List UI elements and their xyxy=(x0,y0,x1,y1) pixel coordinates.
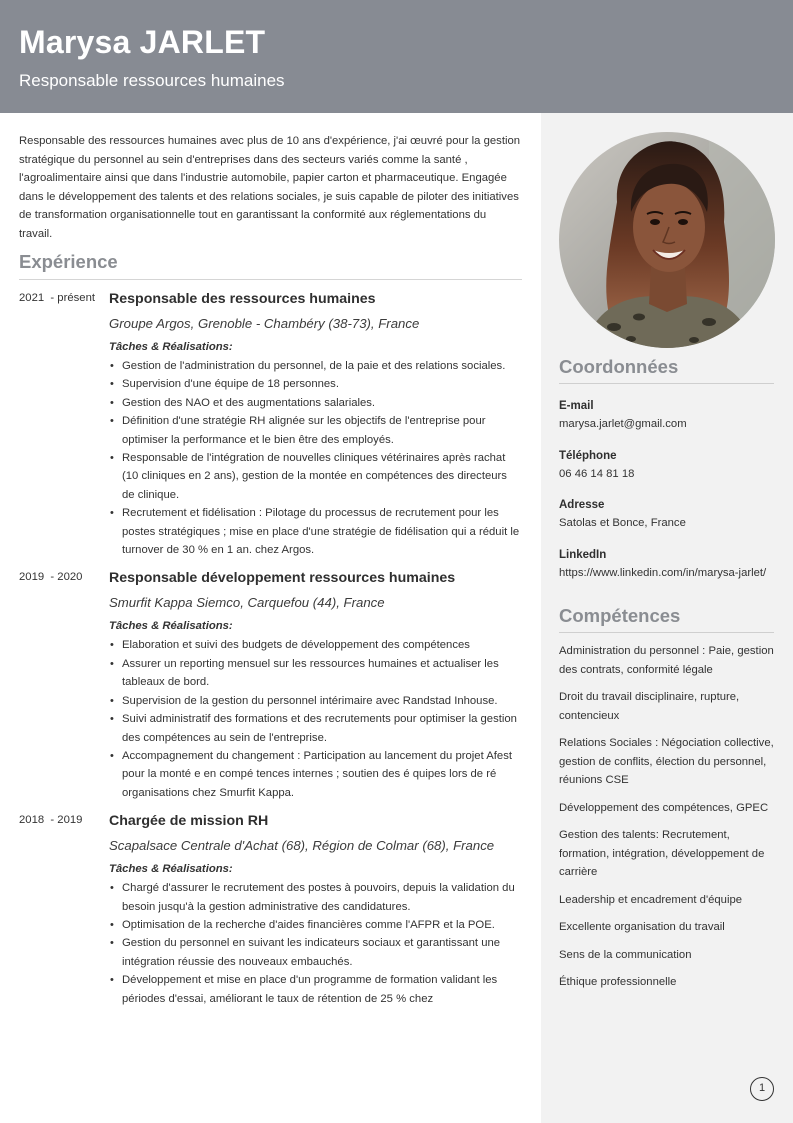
job-dates: 2021 - présent xyxy=(19,292,95,304)
job-task: • Développement et mise en place d'un programme de formation validant les périodes d'essai, améliorant le taux de rétention de 25 % chez xyxy=(109,971,522,1008)
profile-summary: Responsable des ressources humaines avec plus de 10 ans d'expérience, j'ai œuvré pour la gestion stratégique du personnel au sein d'entreprises dans des secteurs variés comme la santé , l'agroalimentaire ainsi que dans l'industrie automobile, papier carton et pharmaceutique. Engagée dans le développement des talents et des relations sociales, je suis capable de piloter des initiatives de transformation organisationnelle tout en garantissant la conformité aux réglementations du travail. xyxy=(19,135,521,240)
contact-linkedin xyxy=(559,547,774,583)
main-column xyxy=(19,132,522,1008)
contact-email xyxy=(559,398,774,434)
profile-photo-illustration xyxy=(559,132,775,348)
job-task-list xyxy=(109,879,522,1008)
skills-heading: Compétences xyxy=(559,605,774,633)
job-task: • Responsable de l'intégration de nouvelles cliniques vétérinaires après rachat (10 cliniques en 2 ans), gestion de la montée en compétences des directeurs de clinique. xyxy=(109,449,522,504)
job-dates: 2018 - 2019 xyxy=(19,814,83,827)
job-entry xyxy=(19,290,522,559)
job-task: • Accompagnement du changement : Participation au lancement du projet Afest pour la monté e en compé tences internes ; soutien des é quipes lors de ré organisations chez Smurfit Kappa. xyxy=(109,747,522,802)
job-entry xyxy=(19,812,522,1008)
job-company: Smurfit Kappa Siemco, Carquefou (44), France xyxy=(109,595,385,611)
job-role: Responsable des ressources humaines xyxy=(109,291,376,307)
job-task: • Elaboration et suivi des budgets de développement des compétences xyxy=(109,636,522,654)
experience-heading: Expérience xyxy=(19,251,522,280)
job-tasks-label: Tâches & Réalisations: xyxy=(109,863,233,876)
linkedin-link[interactable]: https://www.linkedin.com/in/marysa-jarlet/ xyxy=(559,566,767,579)
skill-item: Administration du personnel : Paie, gestion des contrats, conformité légale xyxy=(559,645,774,676)
contact-label: E-mail xyxy=(559,400,594,412)
resume-header xyxy=(0,0,793,113)
job-tasks-label: Tâches & Réalisations: xyxy=(109,341,233,353)
job-company: Groupe Argos, Grenoble - Chambéry (38-73), France xyxy=(109,316,420,331)
candidate-name: Marysa JARLET xyxy=(19,24,266,60)
job-task: • Assurer un reporting mensuel sur les ressources humaines et actualiser les tableaux de bord. xyxy=(109,655,522,692)
job-company: Scapalsace Centrale d'Achat (68), Région de Colmar (68), France xyxy=(109,838,495,854)
skill-item: Excellente organisation du travail xyxy=(559,921,725,933)
job-task: • Supervision d'une équipe de 18 personnes. xyxy=(109,375,522,393)
job-task: • Gestion du personnel en suivant les indicateurs sociaux et garantissant une intégration réussie des nouveaux embauchés. xyxy=(109,934,522,971)
skill-item: Développement des compétences, GPEC xyxy=(559,801,769,814)
skills-section xyxy=(559,605,774,992)
job-task: • Recrutement et fidélisation : Pilotage du processus de recrutement pour les postes stratégiques ; mise en place d'une stratégie de fidélisation qui a réduit le turnover de 30 % en 1 an. chez Argos. xyxy=(109,504,522,559)
contact-label: Téléphone xyxy=(559,449,617,462)
job-task: • Gestion des NAO et des augmentations salariales. xyxy=(109,394,522,412)
job-task: • Supervision de la gestion du personnel intérimaire avec Randstad Inhouse. xyxy=(109,692,522,710)
address-value: Satolas et Bonce, France xyxy=(559,517,686,529)
profile-photo xyxy=(559,132,775,348)
job-task: • Gestion de l'administration du personnel, de la paie et des relations sociales. xyxy=(109,357,522,375)
email-link[interactable]: marysa.jarlet@gmail.com xyxy=(559,418,687,430)
job-task: • Suivi administratif des formations et des recrutements pour optimiser la gestion des compétences au sein de l'entreprise. xyxy=(109,710,522,747)
job-dates: 2019 - 2020 xyxy=(19,571,83,584)
job-entry xyxy=(19,569,522,802)
contact-label: LinkedIn xyxy=(559,548,607,561)
skill-item: Leadership et encadrement d'équipe xyxy=(559,893,743,906)
job-task: • Définition d'une stratégie RH alignée sur les objectifs de l'entreprise pour optimiser la performance et le bien être des employés. xyxy=(109,412,522,449)
job-task-list xyxy=(109,636,522,802)
job-role: Chargée de mission RH xyxy=(109,813,269,830)
candidate-title: Responsable ressources humaines xyxy=(19,71,285,90)
skill-item: Relations Sociales : Négociation collective, gestion de conflits, élection du personnel, réunions CSE xyxy=(559,737,774,786)
job-task: • Optimisation de la recherche d'aides financières comme l'AFPR et la POE. xyxy=(109,916,522,934)
contact-label: Adresse xyxy=(559,499,605,511)
contact-section xyxy=(559,356,774,582)
contact-address xyxy=(559,497,774,533)
job-task: • Chargé d'assurer le recrutement des postes à pouvoirs, depuis la validation du besoin jusqu'à la gestion administrative des candidatures. xyxy=(109,879,522,916)
contact-heading: Coordonnées xyxy=(559,356,774,384)
job-role: Responsable développement ressources humaines xyxy=(109,570,456,587)
skill-item: Droit du travail disciplinaire, rupture, contencieux xyxy=(559,691,740,722)
skill-item: Sens de la communication xyxy=(559,948,692,961)
phone-value: 06 46 14 81 18 xyxy=(559,467,635,480)
job-task-list xyxy=(109,357,522,559)
skill-item: Éthique professionnelle xyxy=(559,976,677,988)
page-number-badge: 1 xyxy=(750,1077,774,1101)
skill-item: Gestion des talents: Recrutement, formation, intégration, développement de carrière xyxy=(559,829,765,878)
job-tasks-label: Tâches & Réalisations: xyxy=(109,620,233,633)
contact-phone xyxy=(559,448,774,484)
